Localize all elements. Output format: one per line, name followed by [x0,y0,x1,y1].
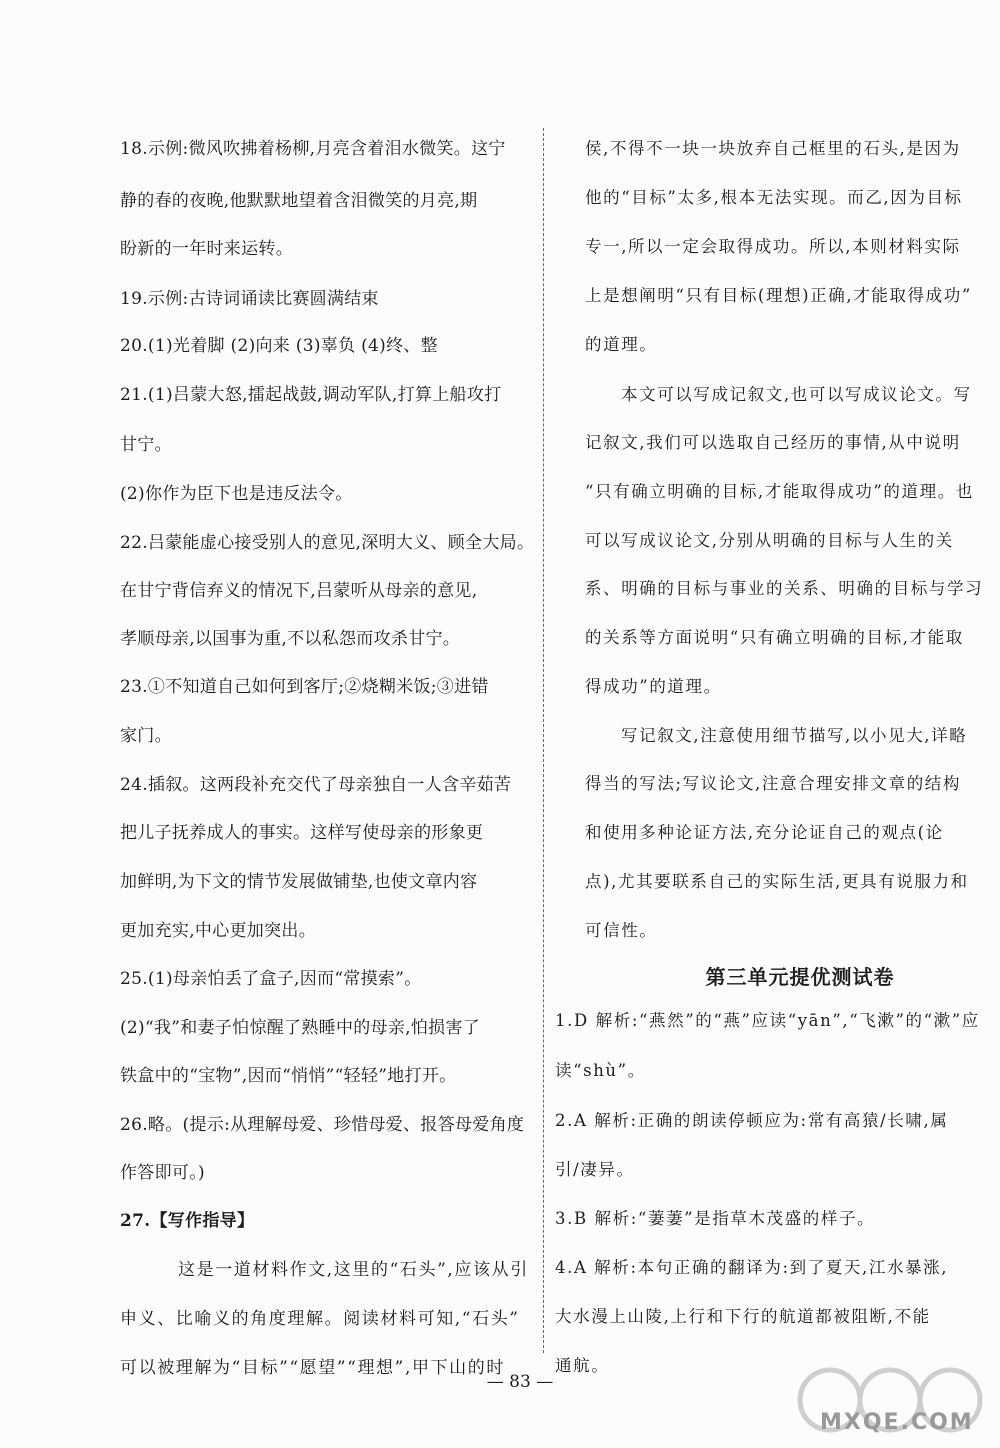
section-title: 第三单元提优测试卷 [705,965,895,989]
text-line: 19.示例:古诗词诵读比赛圆满结束 [120,289,379,309]
text-line: 上是想阐明“只有目标(理想)正确,才能取得成功” [585,286,972,305]
text-line: 盼新的一年时来运转。 [120,239,293,259]
text-line: 25.(1)母亲怕丢了盒子,因而“常摸索”。 [120,969,422,989]
text-line: 的关系等方面说明“只有确立明确的目标,才能取 [585,628,964,647]
text-line: 得成功”的道理。 [585,677,722,696]
answer-line: 4.A 解析:本句正确的翻译为:到了夏天,江水暴涨, [555,1258,949,1277]
answer-line: 通航。 [555,1356,610,1375]
text-line: 23.①不知道自己如何到客厅;②烧糊米饭;③进错 [120,677,489,697]
text-line: 家门。 [120,726,172,746]
page-number: — 83 — [486,1372,554,1392]
text-line: 可以被理解为“目标”“愿望”“理想”,甲下山的时 [120,1358,505,1378]
text-line: 他的“目标”太多,根本无法实现。而乙,因为目标 [585,188,963,207]
text-line: 把儿子抚养成人的事实。这样写使母亲的形象更 [120,823,484,843]
text-line: 21.(1)吕蒙大怒,擂起战鼓,调动军队,打算上船攻打 [120,385,502,405]
text-line: 的道理。 [585,335,658,354]
answer-line: 读“shù”。 [555,1061,646,1080]
text-line: 作答即可。) [120,1163,205,1183]
answer-line: 大水漫上山陵,上行和下行的航道都被阻断,不能 [555,1307,931,1326]
text-line: 加鲜明,为下文的情节发展做铺垫,也使文章内容 [120,872,478,892]
text-line: 22.吕蒙能虚心接受别人的意见,深明大义、顾全大局。 [120,533,535,553]
text-line: 点),尤其要联系自己的实际生活,更具有说服力和 [585,872,969,891]
answer-line: 3.B 解析:“萋萋”是指草木茂盛的样子。 [555,1209,876,1228]
text-line: 专一,所以一定会取得成功。所以,本则材料实际 [585,237,961,256]
text-line: 这是一道材料作文,这里的“石头”,应该从引 [178,1260,529,1280]
text-line: 铁盒中的“宝物”,因而“悄悄”“轻轻”地打开。 [120,1066,457,1086]
text-line: 在甘宁背信弃义的情况下,吕蒙听从母亲的意见, [120,581,478,601]
text-line: 可信性。 [585,921,658,940]
text-line: 孝顺母亲,以国事为重,不以私怨而攻杀甘宁。 [120,629,461,649]
text-line: 20.(1)光着脚 (2)向来 (3)辜负 (4)终、整 [120,336,438,356]
text-line: 甘宁。 [120,435,172,455]
column-divider [543,128,544,1353]
text-line: “只有确立明确的目标,才能取得成功”的道理。也 [585,482,974,501]
text-line: 24.插叙。这两段补充交代了母亲独自一人含辛茹苦 [120,775,512,795]
answer-line: 引/凄异。 [555,1160,635,1179]
text-line: 写记叙文,注意使用细节描写,以小见大,详略 [621,726,968,745]
text-line: 记叙文,我们可以选取自己经历的事情,从中说明 [585,433,961,452]
answer-line: 1.D 解析:“燕然”的“燕”应读“yān”,“飞漱”的“漱”应 [555,1011,980,1030]
text-line: 本文可以写成记叙文,也可以写成议论文。写 [621,385,972,404]
text-line: 静的春的夜晚,他默默地望着含泪微笑的月亮,期 [120,191,478,211]
text-line: 26.略。(提示:从理解母爱、珍惜母爱、报答母爱角度 [120,1115,525,1135]
text-line: (2)你作为臣下也是违反法令。 [120,484,353,504]
watermark-text: MXQE.COM [820,1410,974,1435]
text-line: 系、明确的目标与事业的关系、明确的目标与学习 [585,579,984,598]
answer-line: 2.A 解析:正确的朗读停顿应为:常有高猿/长啸,属 [555,1111,949,1130]
text-line: 得当的写法;写议论文,注意合理安排文章的结构 [585,774,962,793]
text-line: (2)“我”和妻子怕惊醒了熟睡中的母亲,怕损害了 [120,1018,481,1038]
text-line: 侯,不得不一块一块放弃自己框里的石头,是因为 [585,139,961,158]
text-line: 可以写成议论文,分别从明确的目标与人生的关 [585,531,954,550]
text-line: 18.示例:微风吹拂着杨柳,月亮含着泪水微笑。这宁 [120,139,506,159]
text-line: 和使用多种论证方法,充分论证自己的观点(论 [585,823,944,842]
text-line: 更加充实,中心更加突出。 [120,921,317,941]
text-line: 申义、比喻义的角度理解。阅读材料可知,“石头” [120,1309,520,1329]
writing-guide-heading: 27.【写作指导】 [120,1211,255,1231]
